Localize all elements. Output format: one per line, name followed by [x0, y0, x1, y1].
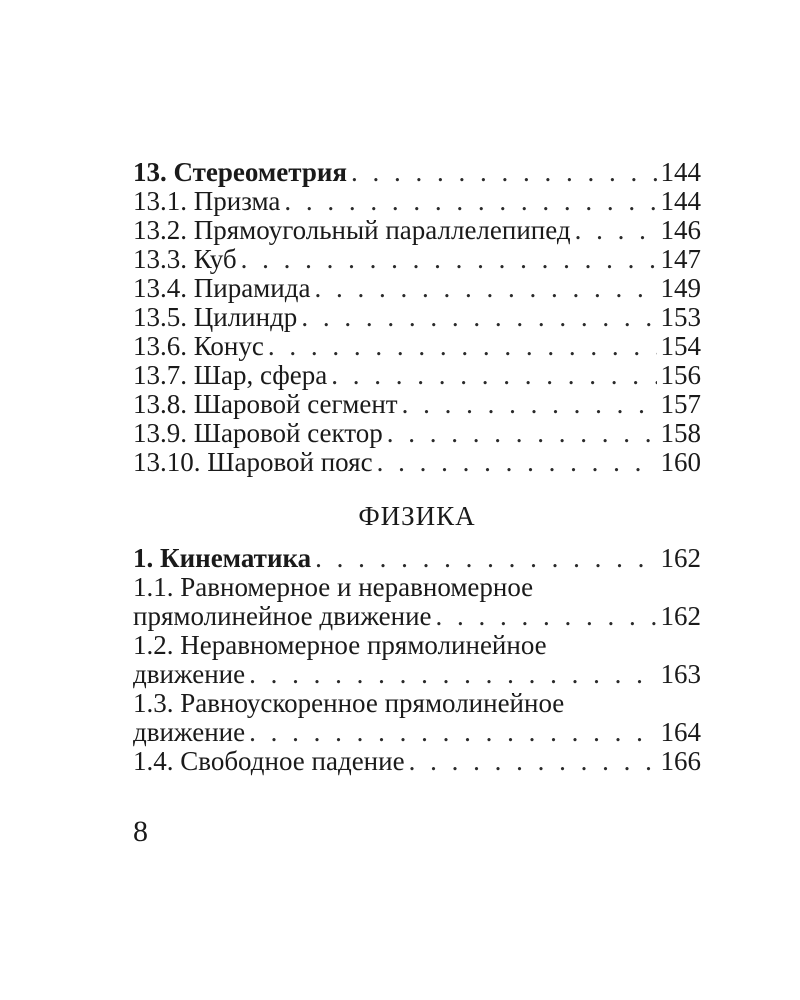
dot-leader — [268, 332, 657, 361]
toc-item[interactable] — [133, 419, 701, 448]
toc-item-label: 13.3. Куб — [133, 244, 237, 274]
toc-page-number: 164 — [660, 717, 701, 747]
toc-item-label-line1: 1.3. Равноускоренное прямолинейное — [133, 688, 565, 718]
toc-page-number: 153 — [660, 302, 701, 332]
toc-page-number: 163 — [660, 659, 701, 689]
toc-item[interactable] — [133, 187, 701, 216]
toc-item[interactable] — [133, 332, 701, 361]
toc-page-number: 166 — [660, 746, 701, 776]
toc-item[interactable] — [133, 631, 701, 689]
dot-leader — [436, 602, 657, 631]
toc-item[interactable] — [133, 689, 701, 747]
footer-page-number: 8 — [133, 815, 148, 848]
toc-item[interactable] — [133, 245, 701, 274]
toc-page-number: 156 — [660, 360, 701, 390]
toc-item-label: 13.10. Шаровой пояс — [133, 447, 373, 477]
dot-leader — [402, 390, 657, 419]
toc-item-label: 13.9. Шаровой сектор — [133, 418, 383, 448]
toc-page-number: 144 — [660, 157, 701, 187]
toc-item[interactable] — [133, 216, 701, 245]
dot-leader — [284, 187, 656, 216]
toc-item-label-line1: 1.2. Неравномерное прямолинейное — [133, 630, 547, 660]
toc-item[interactable] — [133, 448, 701, 477]
toc-item-label: 13.6. Конус — [133, 331, 264, 361]
toc-item[interactable] — [133, 390, 701, 419]
toc-page-number: 160 — [660, 447, 701, 477]
toc-page-number: 149 — [660, 273, 701, 303]
dot-leader — [387, 419, 657, 448]
toc-item-label-line2: движение — [133, 717, 246, 747]
toc-item-label: 13.7. Шар, сфера — [133, 360, 328, 390]
dot-leader — [331, 361, 656, 390]
toc-page-number: 162 — [660, 601, 701, 631]
toc-item[interactable] — [133, 573, 701, 631]
toc-item[interactable] — [133, 361, 701, 390]
dot-leader — [575, 216, 657, 245]
dot-leader — [249, 660, 656, 689]
toc-page-number: 157 — [660, 389, 701, 419]
toc-heading-label: 13. Стереометрия — [133, 157, 348, 187]
toc-item-label-line2: прямолинейное движение — [133, 601, 432, 631]
toc-heading-label: 1. Кинематика — [133, 543, 312, 573]
toc-item[interactable] — [133, 747, 701, 776]
toc-item-label: 1.4. Свободное падение — [133, 746, 405, 776]
toc-page-number: 154 — [660, 331, 701, 361]
toc-item-label: 13.5. Цилиндр — [133, 302, 298, 332]
table-of-contents — [133, 158, 701, 776]
toc-heading-kinematics[interactable] — [133, 544, 701, 573]
toc-item[interactable] — [133, 303, 701, 332]
toc-page-number: 162 — [660, 543, 701, 573]
toc-item-label: 13.8. Шаровой сегмент — [133, 389, 398, 419]
toc-page-number: 144 — [660, 186, 701, 216]
dot-leader — [241, 245, 657, 274]
dot-leader — [249, 718, 656, 747]
toc-item-label: 13.1. Призма — [133, 186, 281, 216]
toc-item[interactable] — [133, 274, 701, 303]
toc-heading-stereometry[interactable] — [133, 158, 701, 187]
toc-item-label: 13.4. Пирамида — [133, 273, 311, 303]
dot-leader — [314, 274, 656, 303]
section-title-physics: ФИЗИКА — [358, 501, 476, 531]
dot-leader — [377, 448, 657, 477]
toc-item-label-line2: движение — [133, 659, 246, 689]
dot-leader — [351, 158, 656, 187]
toc-page-number: 147 — [660, 244, 701, 274]
dot-leader — [409, 747, 657, 776]
toc-page-number: 146 — [660, 215, 701, 245]
toc-item-label: 13.2. Прямоугольный параллелепипед — [133, 215, 571, 245]
dot-leader — [301, 303, 656, 332]
toc-page-number: 158 — [660, 418, 701, 448]
toc-item-label-line1: 1.1. Равномерное и неравномерное — [133, 572, 534, 602]
dot-leader — [315, 544, 656, 573]
